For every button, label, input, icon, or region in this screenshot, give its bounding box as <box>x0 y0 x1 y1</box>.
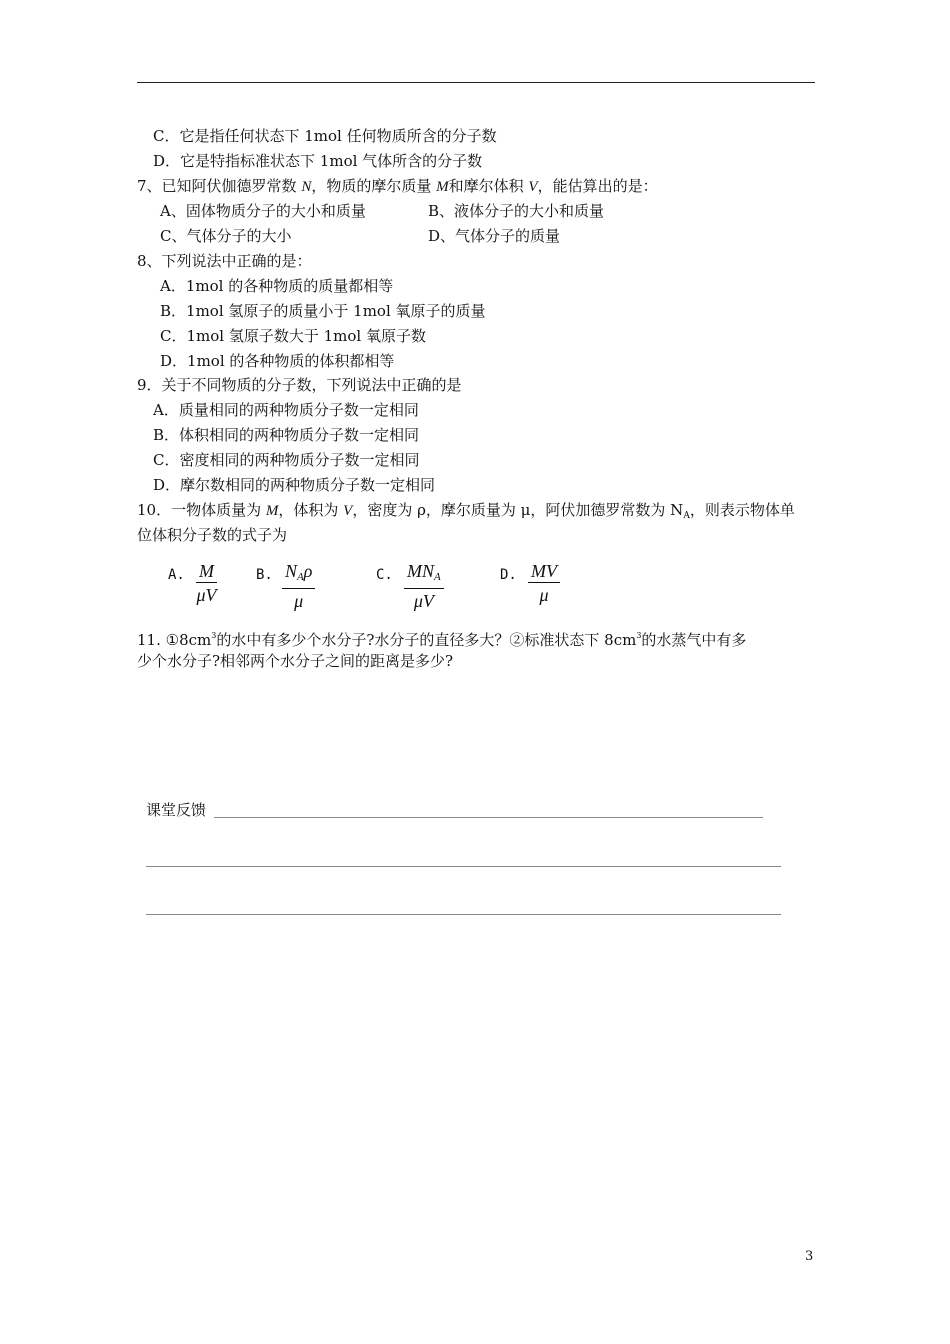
q9-option-d: D．摩尔数相同的两种物质分子数一定相同 <box>153 476 436 494</box>
fraction-numerator <box>404 560 444 589</box>
q7-symbol-v: V <box>528 179 538 195</box>
feedback-label: 课堂反馈 <box>146 801 207 819</box>
fraction-numerator: MV <box>528 560 560 583</box>
q11-superscript: 3 <box>211 631 217 640</box>
q7-stem <box>137 176 658 197</box>
symbol-rho: ρ <box>303 561 313 581</box>
fraction-numerator <box>282 560 315 589</box>
q6-option-d: D．它是特指标准状态下 1mol 气体所含的分子数 <box>153 152 483 170</box>
q11-text: 11. ①8cm <box>137 631 212 649</box>
q11-text: 的水蒸气中有多 <box>641 631 747 649</box>
q10-option-c-fraction <box>404 560 444 613</box>
q10-option-a-label: A. <box>168 567 185 583</box>
fraction-denominator: μ <box>539 585 549 605</box>
fraction-denominator: μV <box>413 591 434 611</box>
fraction-denominator: μV <box>196 585 217 605</box>
q8-option-a: A．1mol 的各种物质的质量都相等 <box>160 277 394 295</box>
q10-stem-line2: 位体积分子数的式子为 <box>137 526 288 544</box>
symbol-n: N <box>285 561 298 581</box>
q7-stem-part: 7、已知阿伏伽德罗常数 <box>137 177 302 195</box>
q7-stem-part: ，能估算出的是： <box>537 177 658 195</box>
q7-stem-part: 和摩尔体积 <box>448 177 529 195</box>
q10-option-d-fraction <box>528 560 560 607</box>
q8-stem: 8、下列说法中正确的是： <box>137 252 312 270</box>
q9-option-c: C．密度相同的两种物质分子数一定相同 <box>153 451 420 469</box>
q10-stem-part: ，体积为 <box>278 501 344 519</box>
q7-symbol-m: M <box>436 179 449 195</box>
q7-option-b: B、液体分子的大小和质量 <box>428 202 605 220</box>
q10-symbol-m: M <box>265 503 279 519</box>
feedback-fill-line-1[interactable] <box>214 817 763 818</box>
feedback-fill-line-3[interactable] <box>146 914 781 915</box>
q8-option-c: C．1mol 氢原子数大于 1mol 氧原子数 <box>160 327 426 345</box>
q8-option-d: D．1mol 的各种物质的体积都相等 <box>160 352 395 370</box>
q10-stem <box>137 500 795 526</box>
symbol-mn: MN <box>407 561 434 581</box>
q11-line2: 少个水分子?相邻两个水分子之间的距离是多少? <box>137 652 454 670</box>
q11-superscript: 3 <box>636 631 642 640</box>
q10-subscript-a: A <box>683 511 690 521</box>
header-rule <box>137 82 815 83</box>
q10-option-d-label: D. <box>500 567 517 583</box>
q7-stem-part: ，物质的摩尔质量 <box>311 177 437 195</box>
q10-option-b-label: B. <box>256 567 273 583</box>
subscript-a: A <box>297 571 304 583</box>
q11-text: 的水中有多少个水分子?水分子的直径多大？②标准状态下 8cm <box>216 631 637 649</box>
feedback-fill-line-2[interactable] <box>146 866 781 867</box>
q10-symbol-v: V <box>343 503 353 519</box>
q9-option-a: A．质量相同的两种物质分子数一定相同 <box>153 401 419 419</box>
q8-option-b: B．1mol 氢原子的质量小于 1mol 氧原子的质量 <box>160 302 486 320</box>
fraction-denominator: μ <box>294 591 304 611</box>
q7-option-d: D、气体分子的质量 <box>428 227 561 245</box>
q7-option-c: C、气体分子的大小 <box>160 227 292 245</box>
page-number: 3 <box>805 1249 814 1264</box>
q10-option-a-fraction <box>196 560 217 607</box>
q7-option-a: A、固体物质分子的大小和质量 <box>160 202 366 220</box>
q10-stem-part: ，则表示物体单 <box>689 501 795 519</box>
q7-symbol-n: N <box>301 179 312 195</box>
q10-option-c-label: C. <box>376 567 393 583</box>
subscript-a: A <box>434 571 441 583</box>
q9-stem: 9．关于不同物质的分子数，下列说法中正确的是 <box>137 376 462 394</box>
q11-line1 <box>137 626 746 650</box>
q10-stem-part: ，密度为 ρ，摩尔质量为 μ，阿伏加德罗常数为 N <box>352 501 684 519</box>
q6-option-c: C．它是指任何状态下 1mol 任何物质所含的分子数 <box>153 127 497 145</box>
q9-option-b: B．体积相同的两种物质分子数一定相同 <box>153 426 420 444</box>
fraction-numerator: M <box>196 560 217 583</box>
q10-option-b-fraction <box>282 560 315 613</box>
q10-stem-part: 10．一物体质量为 <box>137 501 266 519</box>
